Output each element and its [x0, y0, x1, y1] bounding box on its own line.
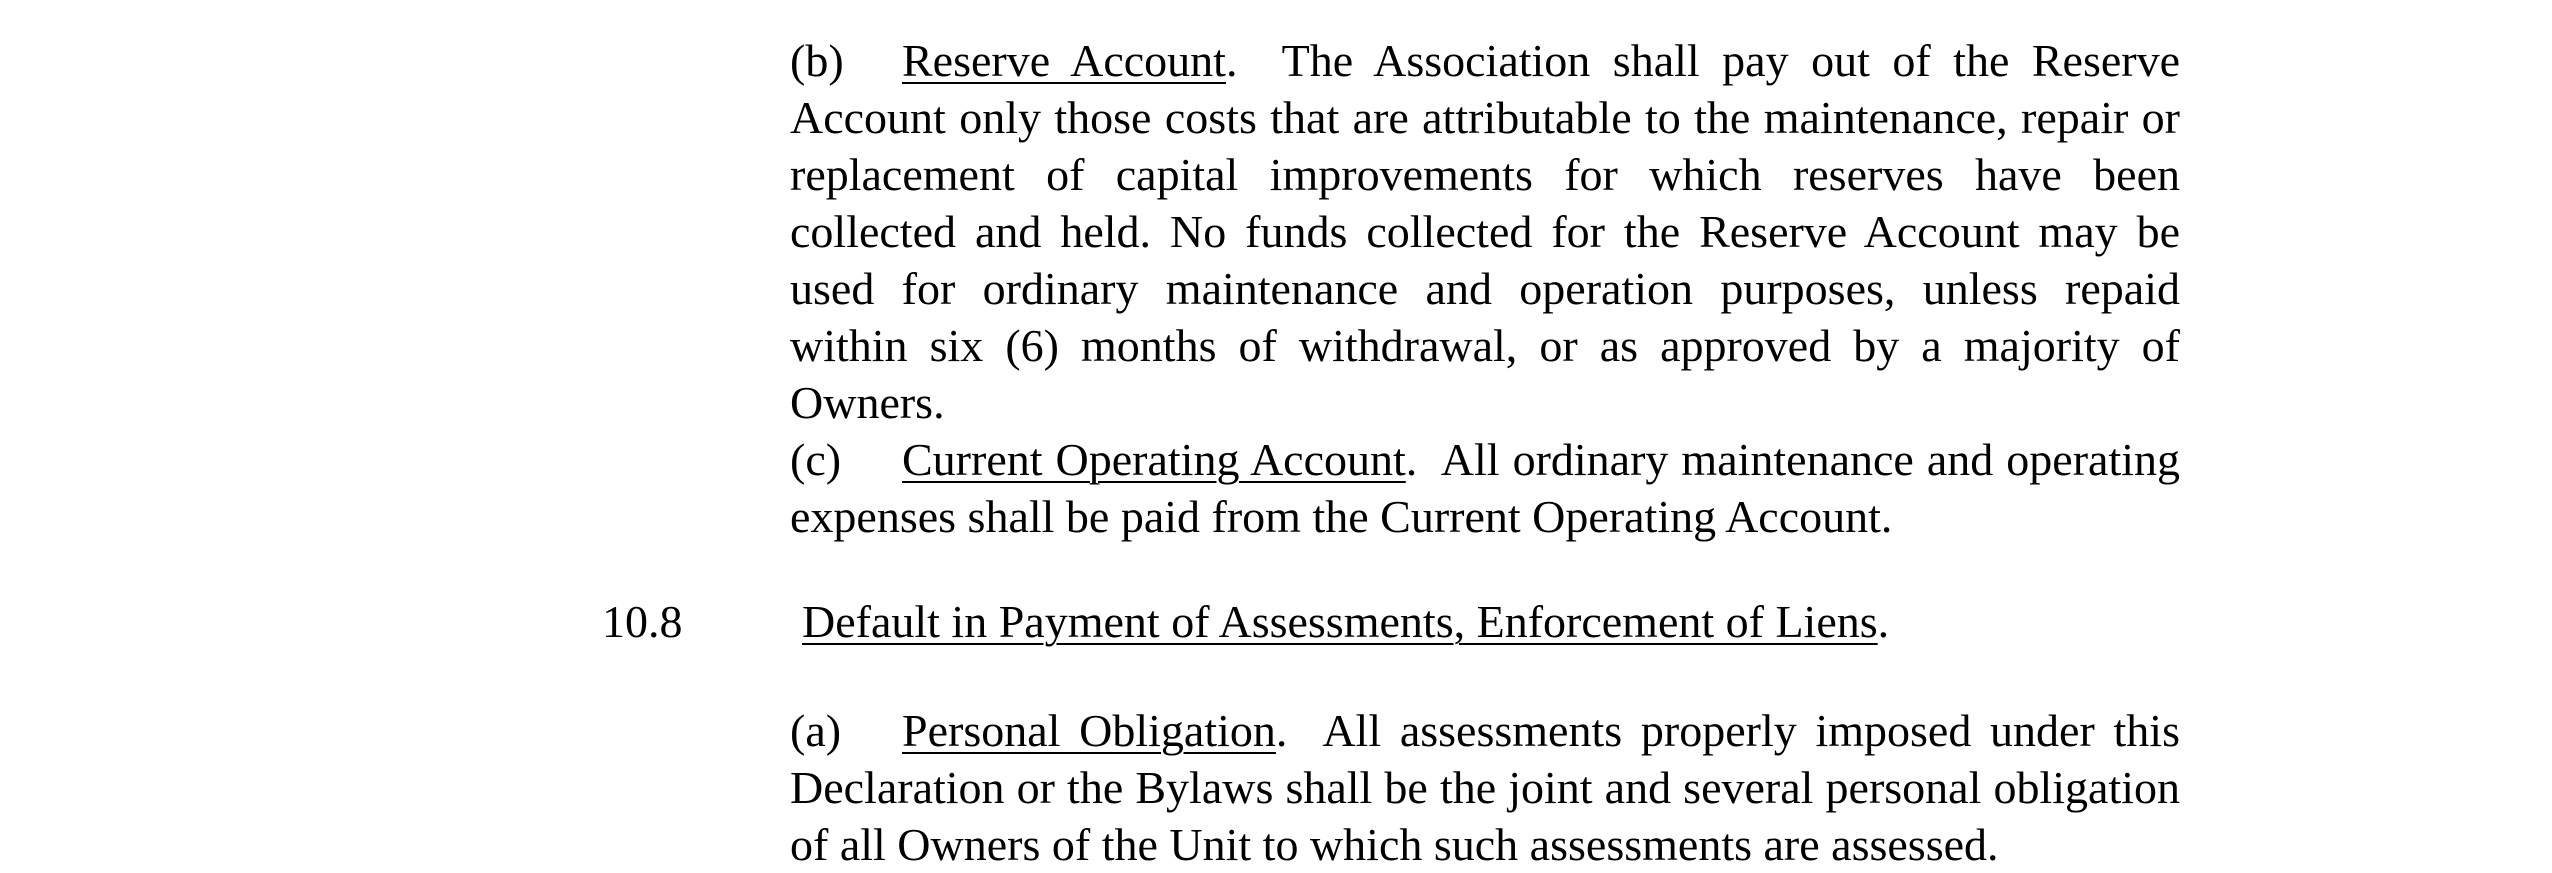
section-title-punctuation: .: [1877, 596, 1890, 647]
paragraph-marker: (c): [790, 434, 842, 485]
heading-punctuation: .: [1275, 705, 1288, 756]
paragraph-personal-obligation: [602, 702, 2180, 873]
paragraph-marker: (a): [790, 705, 842, 756]
paragraph-marker: (b): [790, 35, 844, 86]
section-number: 10.8: [602, 596, 683, 647]
paragraph-body: The Association shall pay out of the Reserve Account only those costs that are attributable to the maintenance, repair or replacement of capital improvements for which reserves have been collected and held. No funds collected for the Reserve Account may be used for ordinary maintenance and operation purposes, unless repaid within six (6) months of withdrawal, or as approved by a majority of Owners.: [790, 35, 2181, 428]
paragraph-body: All ordinary maintenance and operating expenses shall be paid from the Current Operating Account.: [790, 434, 2181, 542]
paragraph-heading: Current Operating Account: [902, 434, 1406, 485]
paragraph-heading: Personal Obligation: [902, 705, 1276, 756]
paragraph-heading: Reserve Account: [902, 35, 1226, 86]
paragraph-body: All assessments properly imposed under this Declaration or the Bylaws shall be the joint and several personal obligation of all Owners of the Unit to which such assessments are assessed.: [790, 705, 2180, 870]
heading-punctuation: .: [1405, 434, 1418, 485]
section-title: Default in Payment of Assessments, Enforcement of Liens: [802, 596, 1878, 647]
heading-punctuation: .: [1225, 35, 1238, 86]
section-heading-10-8: [602, 593, 2180, 650]
paragraph-reserve-account: [602, 32, 2180, 431]
paragraph-current-operating-account: [602, 431, 2180, 545]
